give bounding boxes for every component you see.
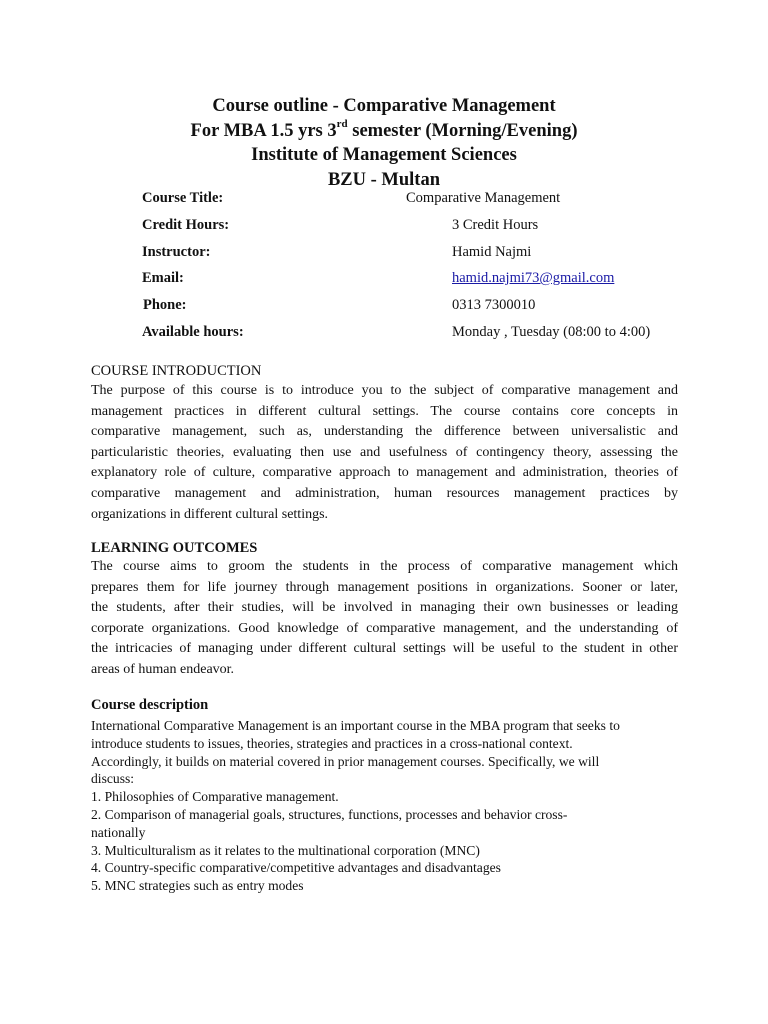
- program-superscript: rd: [336, 118, 348, 131]
- paragraph-line: the intricacies of managing under different cultural settings will be useful to the student in other: [91, 641, 678, 657]
- program-suffix: semester (Morning/Evening): [347, 120, 578, 141]
- program-prefix: For MBA 1.5 yrs 3: [190, 120, 337, 141]
- available-hours-label: Available hours:: [142, 324, 244, 340]
- description-line: International Comparative Management is an important course in the MBA program that seeks to: [91, 718, 620, 733]
- paragraph-line: management practices in different cultural settings. The course contains core concepts in: [91, 403, 678, 419]
- learning-outcomes-paragraph: [91, 557, 678, 681]
- paragraph-line: corporate organizations. Good knowledge of comparative management, and the understanding of: [91, 620, 678, 636]
- info-row-phone: [0, 295, 768, 315]
- course-title-label: Course Title:: [142, 190, 224, 206]
- description-line: introduce students to issues, theories, strategies and practices in a cross-national context.: [91, 735, 573, 751]
- info-row-email: [0, 268, 768, 288]
- list-item: 5. MNC strategies such as entry modes: [91, 878, 304, 894]
- course-description-body: [91, 717, 691, 895]
- email-link[interactable]: hamid.najmi73@gmail.com: [452, 270, 615, 286]
- paragraph-line: prepares them for life journey through management positions in organizations. Sooner or later,: [91, 579, 678, 595]
- course-title-value: Comparative Management: [406, 190, 561, 206]
- title-line-institute: Institute of Management Sciences: [251, 145, 517, 165]
- info-row-credit-hours: [0, 215, 768, 235]
- paragraph-line: The purpose of this course is to introduce you to the subject of comparative management and: [91, 383, 678, 398]
- paragraph-line: explanatory role of culture, comparative approach to management and administration, theories of: [91, 465, 678, 481]
- course-description-heading: Course description: [91, 697, 209, 713]
- info-row-course-title: [0, 188, 768, 208]
- available-hours-value: Monday , Tuesday (08:00 to 4:00): [452, 324, 651, 340]
- title-line-university: BZU - Multan: [327, 169, 441, 190]
- description-line: Accordingly, it builds on material covered in prior management courses. Specifically, we will: [91, 753, 600, 769]
- instructor-value: Hamid Najmi: [452, 244, 532, 260]
- document-title-block: [0, 94, 768, 192]
- paragraph-line: The course aims to groom the students in the process of comparative management which: [91, 559, 678, 574]
- paragraph-line: comparative management, such as, understanding the difference between universalistic and: [91, 424, 678, 440]
- paragraph-line: the students, after their studies, will be involved in managing their own businesses or leading: [91, 600, 678, 616]
- list-item: 4. Country-specific comparative/competitive advantages and disadvantages: [91, 860, 501, 876]
- list-item: 3. Multiculturalism as it relates to the multinational corporation (MNC): [91, 842, 480, 858]
- learning-outcomes-heading: LEARNING OUTCOMES: [91, 540, 258, 556]
- paragraph-line: particularistic theories, evaluating then use and usefulness of contingency theory, assessing the: [91, 444, 678, 460]
- list-item-continuation: nationally: [91, 824, 146, 840]
- instructor-label: Instructor:: [142, 244, 211, 260]
- paragraph-line: comparative management and administration, human resources management practices by: [91, 485, 678, 501]
- description-line: discuss:: [91, 771, 135, 787]
- phone-label: Phone:: [143, 297, 187, 313]
- course-introduction-paragraph: [91, 381, 678, 525]
- info-row-instructor: [0, 242, 768, 262]
- list-item: 2. Comparison of managerial goals, structures, functions, processes and behavior cross-: [91, 806, 568, 822]
- phone-value: 0313 7300010: [452, 297, 536, 313]
- email-label: Email:: [142, 270, 184, 286]
- paragraph-line: organizations in different cultural settings.: [91, 506, 329, 522]
- credit-hours-label: Credit Hours:: [142, 217, 230, 233]
- title-line-course-outline: Course outline - Comparative Management: [212, 96, 556, 116]
- credit-hours-value: 3 Credit Hours: [452, 217, 539, 233]
- paragraph-line: areas of human endeavor.: [91, 661, 235, 677]
- info-row-available-hours: [0, 322, 768, 342]
- list-item: 1. Philosophies of Comparative management.: [91, 789, 339, 805]
- title-line-program: [0, 119, 768, 144]
- course-introduction-heading: COURSE INTRODUCTION: [91, 363, 262, 379]
